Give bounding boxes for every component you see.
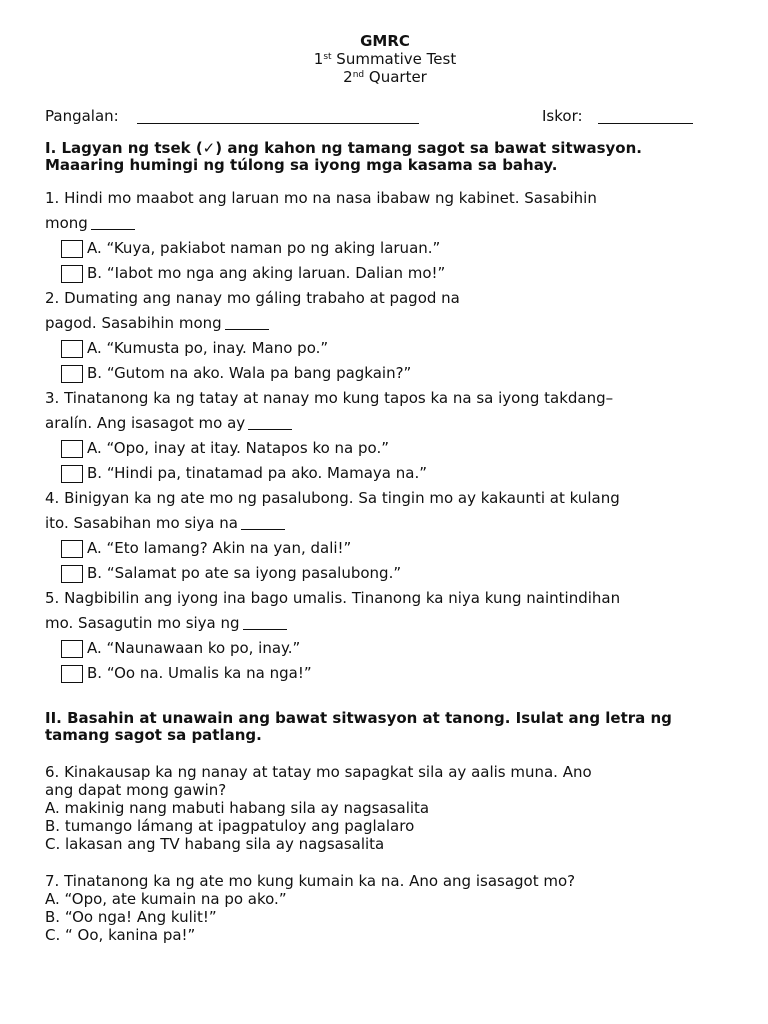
answer-blank[interactable] [225,329,269,330]
answer-blank[interactable] [241,529,285,530]
section2-questions [45,763,725,944]
choice-a: A. “Opo, ate kumain na po ako.” [45,890,287,908]
section1-questions [45,186,725,686]
quarter-title: 2nd Quarter [343,68,427,86]
section2-instruction: II. Basahin at unawain ang bawat sitwasyon at tanong. Isulat ang letra ng tamang sagot sa patlang. [45,709,672,744]
choice-a: A. makinig nang mabuti habang sila ay nagsasalita [45,799,430,817]
choice-b: B. tumango lámang at ipagpatuloy ang paglalaro [45,817,415,835]
question-7: 7. Tinatanong ka ng ate mo kung kumain ka na. Ano ang isasagot mo? A. “Opo, ate kumain na po ako.” B. “Oo nga! Ang kulit!” C. “ Oo, kanina pa!” [45,872,725,944]
option-a: A. “Eto lamang? Akin na yan, dali!” [45,536,725,561]
checkbox[interactable] [61,240,83,258]
question-3: 3. Tinatanong ka ng tatay at nanay mo kung tapos ka na sa iyong takdang– aralín. Ang isasagot mo ay A. “Opo, inay at itay. Natapos ko na po.” B. “Hindi pa, tinatamad pa ako. Mamaya na.” [45,386,725,486]
option-b: B. “Gutom na ako. Wala pa bang pagkain?” [45,361,725,386]
question-1: 1. Hindi mo maabot ang laruan mo na nasa ibabaw ng kabinet. Sasabihin mong A. “Kuya, pakiabot naman po ng aking laruan.” B. “Iabot mo nga ang aking laruan. Dalian mo!” [45,186,725,286]
choice-c: C. lakasan ang TV habang sila ay nagsasalita [45,835,385,853]
option-a: A. “Naunawaan ko po, inay.” [45,636,725,661]
question-2: 2. Dumating ang nanay mo gáling trabaho at pagod na pagod. Sasabihin mong A. “Kumusta po, inay. Mano po.” B. “Gutom na ako. Wala pa bang pagkain?” [45,286,725,386]
checkbox[interactable] [61,340,83,358]
checkbox[interactable] [61,265,83,283]
question-6: 6. Kinakausap ka ng nanay at tatay mo sapagkat sila ay aalis muna. Ano ang dapat mong gawin? A. makinig nang mabuti habang sila ay nagsasalita B. tumango lámang at ipagpatuloy ang paglalaro C. lakasan ang TV habang sila ay nagsasalita [45,763,725,853]
name-label: Pangalan: [45,107,119,125]
checkbox[interactable] [61,440,83,458]
checkbox[interactable] [61,640,83,658]
option-b: B. “Salamat po ate sa iyong pasalubong.” [45,561,725,586]
test-title: 1st Summative Test [313,50,457,68]
checkbox[interactable] [61,365,83,383]
name-blank[interactable] [137,123,419,124]
score-label: Iskor: [542,107,583,125]
option-b: B. “Iabot mo nga ang aking laruan. Dalian mo!” [45,261,725,286]
name-score-row [45,107,725,129]
option-a: A. “Kuya, pakiabot naman po ng aking laruan.” [45,236,725,261]
checkbox[interactable] [61,665,83,683]
answer-blank[interactable] [243,629,287,630]
section1-instruction: I. Lagyan ng tsek (✓) ang kahon ng tamang sagot sa bawat sitwasyon. Maaaring humingi ng túlong sa iyong mga kasama sa bahay. [45,139,642,174]
checkbox[interactable] [61,465,83,483]
worksheet-header [45,32,725,86]
answer-blank[interactable] [248,429,292,430]
question-4: 4. Binigyan ka ng ate mo ng pasalubong. Sa tingin mo ay kakaunti at kulang ito. Sasabihan mo siya na A. “Eto lamang? Akin na yan, dali!” B. “Salamat po ate sa iyong pasalubong.” [45,486,725,586]
score-blank[interactable] [598,123,693,124]
checkbox[interactable] [61,565,83,583]
option-b: B. “Oo na. Umalis ka na nga!” [45,661,725,686]
option-a: A. “Kumusta po, inay. Mano po.” [45,336,725,361]
subject-title: GMRC [360,32,410,50]
option-b: B. “Hindi pa, tinatamad pa ako. Mamaya na.” [45,461,725,486]
option-a: A. “Opo, inay at itay. Natapos ko na po.” [45,436,725,461]
question-5: 5. Nagbibilin ang iyong ina bago umalis. Tinanong ka niya kung naintindihan mo. Sasagutin mo siya ng A. “Naunawaan ko po, inay.” B. “Oo na. Umalis ka na nga!” [45,586,725,686]
choice-b: B. “Oo nga! Ang kulit!” [45,908,217,926]
choice-c: C. “ Oo, kanina pa!” [45,926,196,944]
answer-blank[interactable] [91,229,135,230]
checkbox[interactable] [61,540,83,558]
worksheet-page [45,32,725,944]
